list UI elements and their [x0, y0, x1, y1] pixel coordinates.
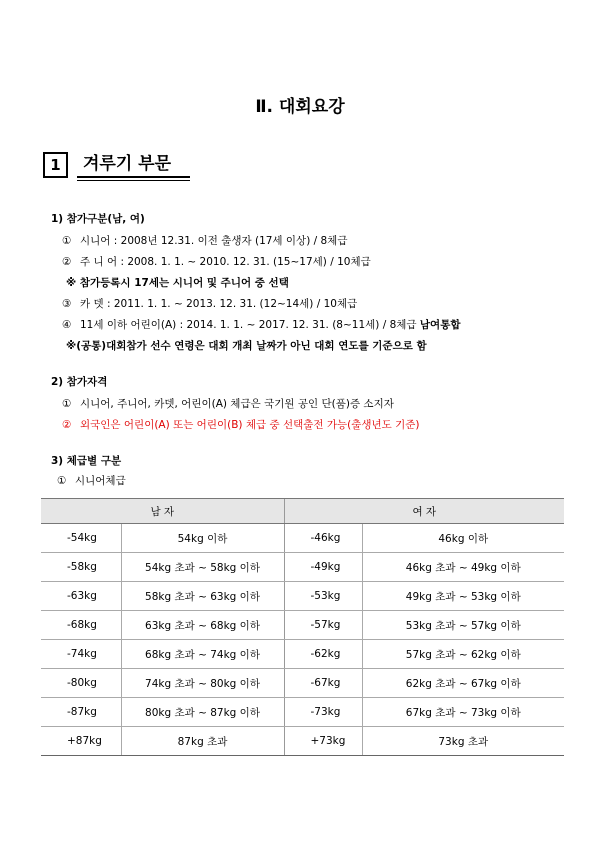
item-text: 시니어, 주니어, 카뎃, 어린이(A) 체급은 국기원 공인 단(품)증 소지자 — [80, 398, 394, 410]
male-range-cell: 54kg 초과 ~ 58kg 이하 — [121, 553, 284, 582]
item-mark: ③ — [62, 298, 72, 310]
qualification-item — [62, 397, 394, 411]
female-class-cell: +73kg — [284, 727, 362, 756]
male-header: 남 자 — [41, 499, 284, 524]
weight-heading: 3) 체급별 구분 — [51, 455, 122, 467]
female-range-cell: 62kg 초과 ~ 67kg 이하 — [362, 669, 564, 698]
female-class-cell: -53kg — [284, 582, 362, 611]
item-text: 카 뎃 : 2011. 1. 1. ~ 2013. 12. 31. (12~14세) / 10체급 — [80, 298, 358, 310]
male-class-cell: -87kg — [41, 698, 121, 727]
male-class-cell: +87kg — [41, 727, 121, 756]
male-range-cell: 58kg 초과 ~ 63kg 이하 — [121, 582, 284, 611]
male-class-cell: -68kg — [41, 611, 121, 640]
table-header-row — [41, 499, 564, 524]
item-mark: ① — [62, 235, 72, 247]
male-class-cell: -54kg — [41, 524, 121, 553]
female-class-cell: -49kg — [284, 553, 362, 582]
item-mark: ④ — [62, 319, 72, 331]
qualification-item-foreigner — [62, 418, 420, 432]
table-row — [41, 553, 564, 582]
table-row — [41, 582, 564, 611]
female-range-cell: 53kg 초과 ~ 57kg 이하 — [362, 611, 564, 640]
male-range-cell: 54kg 이하 — [121, 524, 284, 553]
male-class-cell: -58kg — [41, 553, 121, 582]
item-text: 주 니 어 : 2008. 1. 1. ~ 2010. 12. 31. (15~17세) / 10체급 — [80, 256, 371, 268]
qualification-heading: 2) 참가자격 — [51, 376, 108, 388]
table-row — [41, 727, 564, 756]
female-class-cell: -67kg — [284, 669, 362, 698]
female-class-cell: -73kg — [284, 698, 362, 727]
table-row — [41, 640, 564, 669]
female-range-cell: 46kg 초과 ~ 49kg 이하 — [362, 553, 564, 582]
section-title: 겨루기 부문 — [77, 152, 190, 178]
female-class-cell: -62kg — [284, 640, 362, 669]
item-mark: ① — [57, 475, 67, 487]
female-class-cell: -57kg — [284, 611, 362, 640]
female-header: 여 자 — [284, 499, 564, 524]
participants-heading: 1) 참가구분(남, 여) — [51, 213, 145, 225]
participant-item — [62, 318, 460, 332]
participant-item — [62, 297, 357, 311]
male-range-cell: 63kg 초과 ~ 68kg 이하 — [121, 611, 284, 640]
sub-label: 시니어체급 — [75, 475, 126, 487]
male-range-cell: 74kg 초과 ~ 80kg 이하 — [121, 669, 284, 698]
female-range-cell: 49kg 초과 ~ 53kg 이하 — [362, 582, 564, 611]
table-row — [41, 698, 564, 727]
male-range-cell: 87kg 초과 — [121, 727, 284, 756]
table-row — [41, 669, 564, 698]
participant-item — [62, 255, 371, 269]
table-row — [41, 524, 564, 553]
female-range-cell: 67kg 초과 ~ 73kg 이하 — [362, 698, 564, 727]
male-class-cell: -80kg — [41, 669, 121, 698]
section-number: 1 — [43, 152, 68, 178]
item-text: 시니어 : 2008년 12.31. 이전 출생자 (17세 이상) / 8체급 — [80, 235, 348, 247]
participant-item — [62, 234, 347, 248]
male-range-cell: 68kg 초과 ~ 74kg 이하 — [121, 640, 284, 669]
table-row — [41, 611, 564, 640]
item-text: 11세 이하 어린이(A) : 2014. 1. 1. ~ 2017. 12. 31. (8~11세) / 8체급 — [80, 319, 417, 331]
page-title: Ⅱ. 대회요강 — [255, 97, 345, 117]
item-mark: ② — [62, 419, 72, 431]
male-range-cell: 80kg 초과 ~ 87kg 이하 — [121, 698, 284, 727]
weight-sub — [57, 474, 126, 488]
item-mark: ② — [62, 256, 72, 268]
weight-table — [41, 498, 564, 756]
female-range-cell: 46kg 이하 — [362, 524, 564, 553]
male-class-cell: -63kg — [41, 582, 121, 611]
male-class-cell: -74kg — [41, 640, 121, 669]
item-bold-suffix: 남여통합 — [419, 319, 461, 331]
female-range-cell: 73kg 초과 — [362, 727, 564, 756]
female-range-cell: 57kg 초과 ~ 62kg 이하 — [362, 640, 564, 669]
item-mark: ① — [62, 398, 72, 410]
female-class-cell: -46kg — [284, 524, 362, 553]
participant-note: ※(공통)대회참가 선수 연령은 대회 개최 날짜가 아닌 대회 연도를 기준으로 함 — [66, 340, 427, 352]
participant-note: ※ 참가등록시 17세는 시니어 및 주니어 중 선택 — [66, 277, 289, 289]
item-text: 외국인은 어린이(A) 또는 어린이(B) 체급 중 선택출전 가능(출생년도 기준) — [80, 419, 420, 431]
